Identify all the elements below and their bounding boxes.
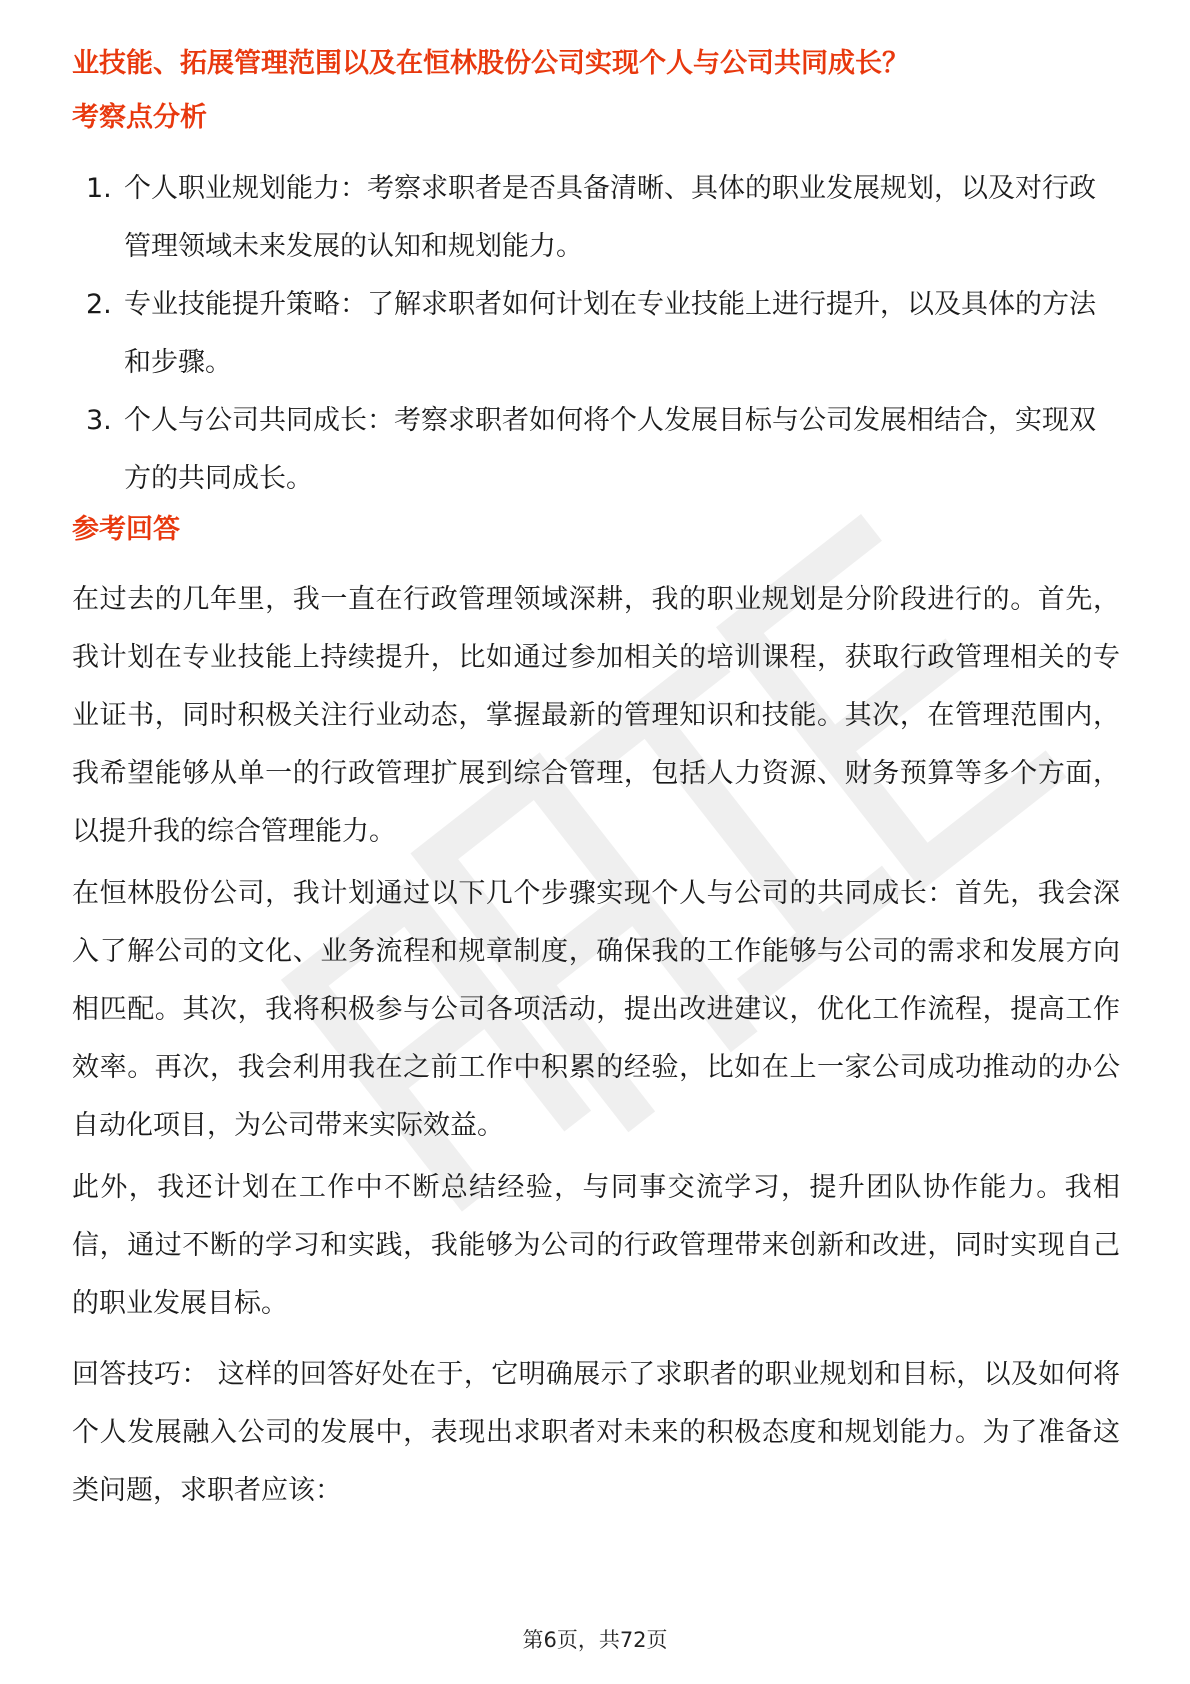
- list-item-text: 个人职业规划能力：考察求职者是否具备清晰、具体的职业发展规划，以及对行政管理领域未来发展的认知和规划能力。: [124, 173, 1096, 262]
- page-number: 第6页，共72页: [522, 1628, 668, 1652]
- list-item-number: 2.: [86, 289, 112, 320]
- answer-tips-paragraph: 回答技巧： 这样的回答好处在于，它明确展示了求职者的职业规划和目标，以及如何将个人发展融入公司的发展中，表现出求职者对未来的积极态度和规划能力。为了准备这类问题，求职者应该：: [72, 1359, 1120, 1506]
- list-item: [72, 276, 1120, 392]
- answer-paragraph-2: 在恒林股份公司，我计划通过以下几个步骤实现个人与公司的共同成长：首先，我会深入了解公司的文化、业务流程和规章制度，确保我的工作能够与公司的需求和发展方向相匹配。其次，我将积极参与公司各项活动，提出改进建议，优化工作流程，提高工作效率。再次，我会利用我在之前工作中积累的经验，比如在上一家公司成功推动的办公自动化项目，为公司带来实际效益。: [72, 878, 1120, 1141]
- list-item-text: 个人与公司共同成长：考察求职者如何将个人发展目标与公司发展相结合，实现双方的共同成长。: [124, 405, 1096, 494]
- answer-heading: 参考回答: [72, 514, 180, 545]
- analysis-heading: 考察点分析: [72, 102, 207, 133]
- question-title-continuation: 业技能、拓展管理范围以及在恒林股份公司实现个人与公司共同成长？: [72, 48, 909, 79]
- answer-paragraph-3: 此外，我还计划在工作中不断总结经验，与同事交流学习，提升团队协作能力。我相信，通过不断的学习和实践，我能够为公司的行政管理带来创新和改进，同时实现自己的职业发展目标。: [72, 1172, 1120, 1319]
- list-item: [72, 160, 1120, 276]
- list-item: [72, 392, 1120, 508]
- list-item-number: 3.: [86, 405, 112, 436]
- list-item-number: 1.: [86, 173, 112, 204]
- list-item-text: 专业技能提升策略：了解求职者如何计划在专业技能上进行提升，以及具体的方法和步骤。: [124, 289, 1096, 378]
- answer-paragraph-1: 在过去的几年里，我一直在行政管理领域深耕，我的职业规划是分阶段进行的。首先，我计划在专业技能上持续提升，比如通过参加相关的培训课程，获取行政管理相关的专业证书，同时积极关注行业动态，掌握最新的管理知识和技能。其次，在管理范围内，我希望能够从单一的行政管理扩展到综合管理，包括人力资源、财务预算等多个方面，以提升我的综合管理能力。: [72, 584, 1120, 847]
- analysis-list: [72, 160, 1120, 508]
